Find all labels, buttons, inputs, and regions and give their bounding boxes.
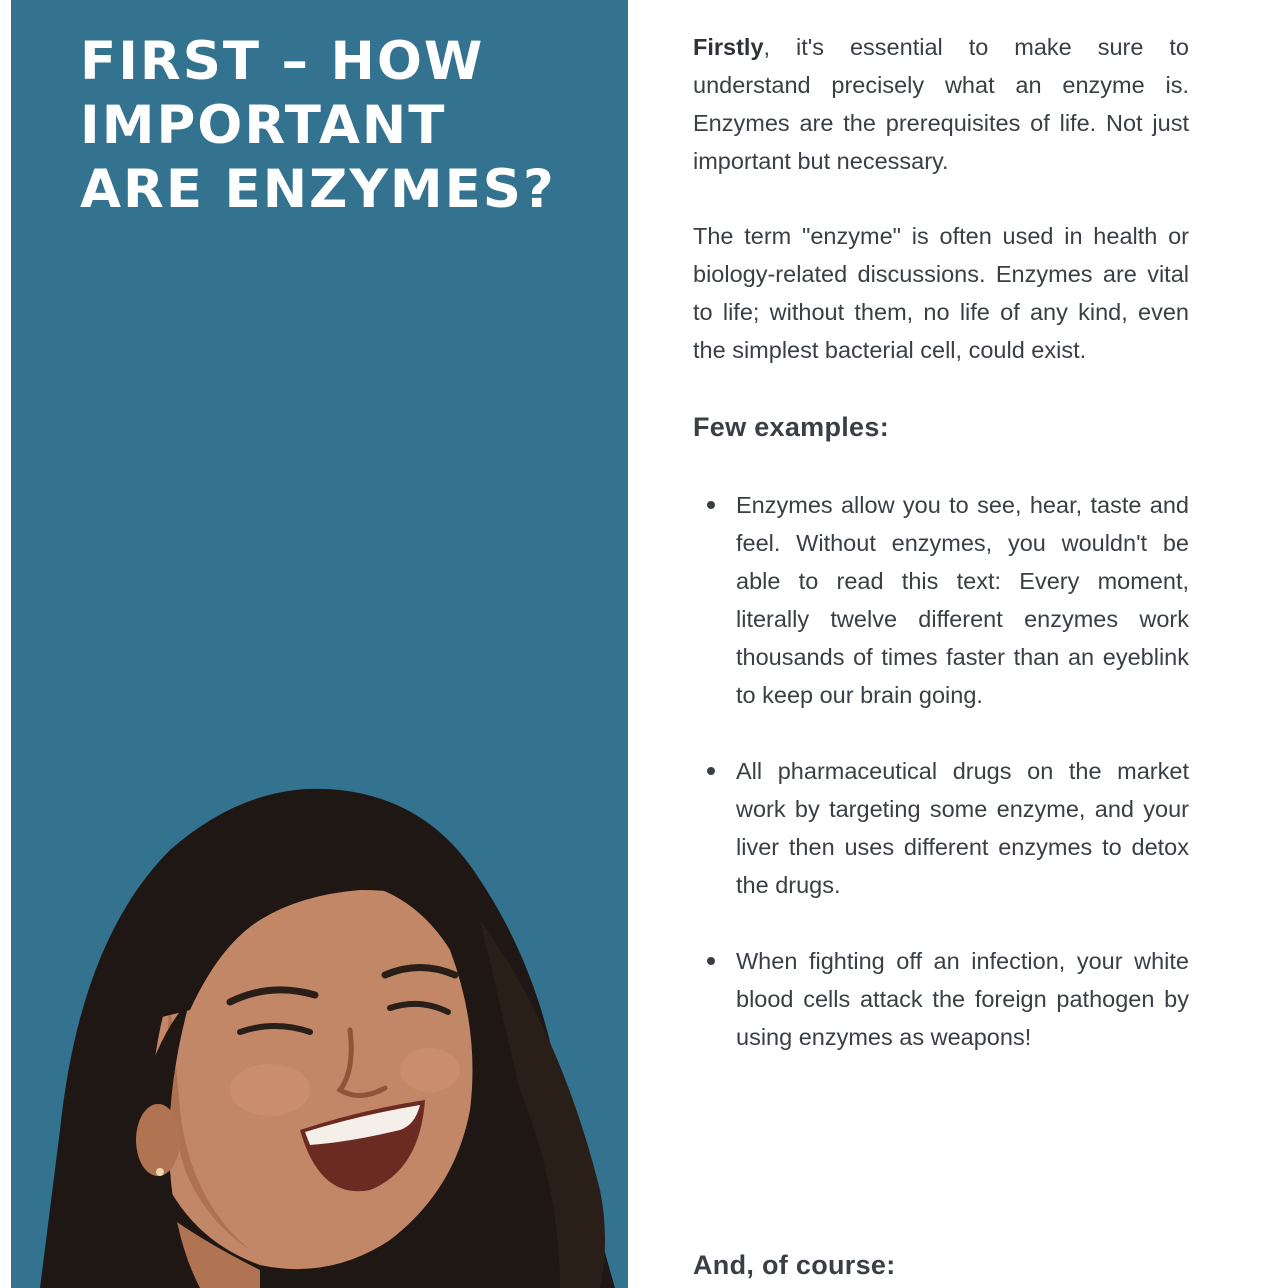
list-item (693, 486, 1189, 714)
list-item-text: Enzymes allow you to see, hear, taste and feel. Without enzymes, you wouldn't be able to read this text: Every moment, literally twelve different enzymes work thousands of times faster than an eyeblink to keep our brain going. (736, 492, 1189, 708)
intro-paragraph (693, 28, 1189, 180)
intro-bold-word: Firstly (693, 34, 764, 60)
article-body (693, 28, 1189, 1094)
page-title: FIRST – HOW IMPORTANT ARE ENZYMES? (80, 31, 556, 220)
bullet-icon (707, 501, 715, 509)
list-item-text: When fighting off an infection, your white blood cells attack the foreign pathogen by using enzymes as weapons! (736, 948, 1189, 1050)
bullet-icon (707, 767, 715, 775)
examples-heading: Few examples: (693, 412, 889, 442)
list-item-text: All pharmaceutical drugs on the market work by targeting some enzyme, and your liver then uses different enzymes to detox the drugs. (736, 758, 1189, 898)
smiling-woman-photo (11, 770, 628, 1288)
left-panel (11, 0, 628, 1288)
list-item (693, 752, 1189, 904)
ear (136, 1104, 180, 1176)
definition-paragraph: The term "enzyme" is often used in health or biology-related discussions. Enzymes are vital to life; without them, no life of any kind, even the simplest bacterial cell, could exist. (693, 223, 1189, 363)
examples-list (693, 486, 1189, 1056)
list-item (693, 942, 1189, 1056)
intro-text: , it's essential to make sure to understand precisely what an enzyme is. Enzymes are the prerequisites of life. Not just important but necessary. (693, 34, 1189, 174)
closing-heading: And, of course: (693, 1250, 896, 1280)
bullet-icon (707, 957, 715, 965)
